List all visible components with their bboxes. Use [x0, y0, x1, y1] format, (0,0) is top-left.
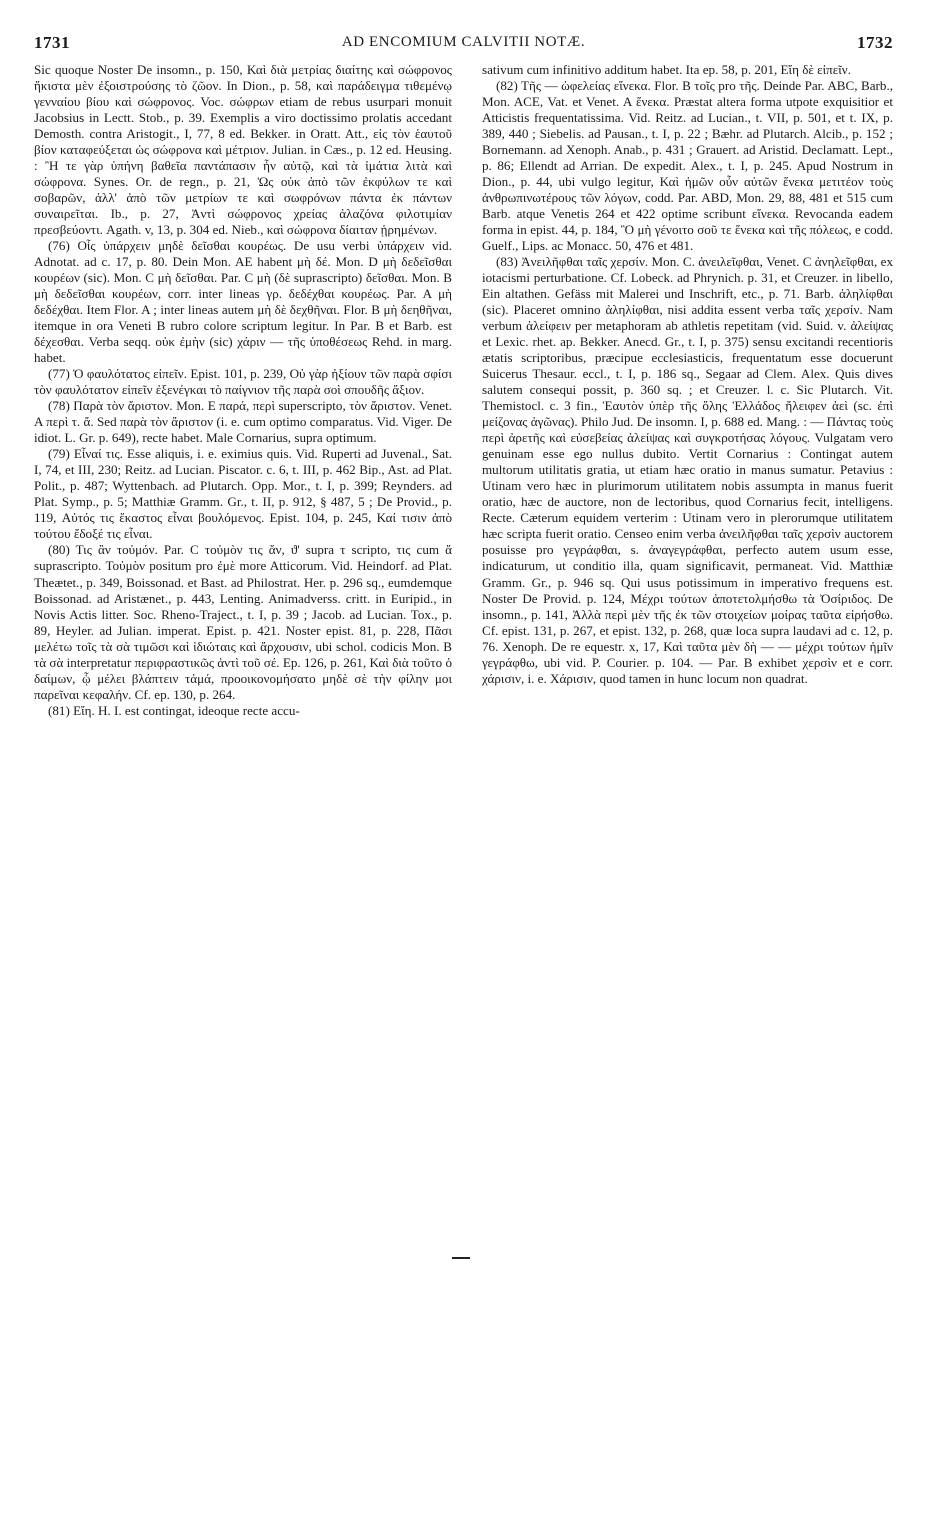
- note-76: (76) Οἷς ὑπάρχειν μηδὲ δεῖσθαι κουρέως. De usu verbi ὑπάρχειν vid. Adnotat. ad c. 17, p. 80. Dein Mon. AE habent μὴ δέ. Mon. D μὴ δεδεῖσθαι κουρέων (sic). Mon. C μὴ δεῖσθαι. Par. C μὴ (δὲ suprascripto) δεῖσθαι. Mon. B μὴ δεδεῖσθαι κουρέων, corr. inter lineas γρ. δεδέχθαι κουρέως. Par. A μὴ δεδέχθαι. Item Flor. A ; inter lineas autem μὴ δὲ δεχθῆναι. Flor. B μὴ δεηθῆναι, itemque in ora Veneti B rubro colore scriptum legitur. In Par. B et Barb. est δέχεσθαι. Verba seqq. οὐκ ἐμὴν (sic) χάριν — τῆς ὑποθέσεως Rehd. in marg. habet.: [34, 238, 452, 366]
- note-81: (81) Εἴη. H. I. est contingat, ideoque recte accu-: [48, 702, 300, 718]
- note-83: (83) Ἀνειλῆφθαι ταῖς χερσίν. Mon. C. ἀνειλεῖφθαι, Venet. C ἀνηλεῖφθαι, ex iotacismi perturbatione. Cf. Lobeck. ad Phrynich. p. 31, et Creuzer. in libello, Ein altathen. Gefäss mit Malerei und Inschrift, etc., p. 71. Barb. ἀληλίφθαι (sic). Placeret omnino ἀληλίφθαι, nisi addita essent verba ταῖς χερσίν. Nam verbum ἀλείφειν per metaphoram ab athletis repetitam (vid. Suid. v. ἀλείψας et Lexic. rhet. ap. Bekker. Anecd. Gr., t. I, p. 375) sensu excitandi recentioris ætatis scriptoribus, præcipue ecclesiasticis, frequentatum esse docuerunt Suicerus Thesaur. eccl., t. I, p. 186 sq., Segaar ad Clem. Alex. Quis dives salutem consequi possit, p. 360 sq. ; et Creuzer. l. c. Sic Plutarch. Vit. Themistocl. c. 3 fin., Ἑαυτὸν ὑπὲρ τῆς ὅλης Ἑλλάδος ἤλειφεν ἀεὶ (sc. ἐπὶ μείζονας ἀγῶνας). Philo Jud. De insomn. I, p. 688 ed. Mang. : — Πάντας τοὺς περὶ ἀρετῆς καὶ εὐσεβείας ἀλείψας καὶ συγκροτήσας λόγους. Vulgatam vero genuinam esse ego nullus dubito. Vertit Cornarius : Contingat autem multorum utilitatis gratia, ut etiam hæc oratio in manus sumatur. Petavius : Utinam vero hæc in plurimorum utilitatem nobis assumpta in manus fuerit oratio, hæc de auctore, non de lectoribus, quod Cornarius fecit, intelligens. Recte. Cæterum equidem verterim : Utinam vero in plerorumque utilitatem hæc scripta fuerit oratio. Censeo enim verba ἀνειλῆφθαι ταῖς χερσὶν auctorem posuisse pro γεγράφθαι, s. ἀναγεγράφθαι, perfecto autem usum esse, indicaturum, ut conditio illa, quam significavit, permaneat. Vid. Matthiæ Gramm. Gr., p. 946 sq. Qui usus potissimum in imperativo frequens est. Noster De Provid. p. 124, Μέχρι τούτων ἀποτετολμήσθω τὰ Ὀσίριδος. De insomn., p. 141, Ἀλλὰ περὶ μὲν τῆς ἐκ τῶν στοιχείων μοίρας ταῦτα εἰρήσθω. Cf. epist. 131, p. 267, et epist. 132, p. 268, quæ loca supra laudavi ad c. 12, p. 76. Xenoph. De re equestr. x, 17, Καὶ ταῦτα μὲν δὴ — — μέχρι τούτων ἡμῖν γεγράφθω, ubi vid. P. Courier. p. 104. — Par. B exhibet χερσὶν et e corr. χάρισιν, i. e. Χάρισιν, quod tamen in hunc locum non quadrat.: [482, 254, 893, 686]
- note-81-continued: sativum cum infinitivo additum habet. Ita ep. 58, p. 201, Εἴη δὲ εἰπεῖν.: [482, 62, 851, 77]
- running-title: AD ENCOMIUM CALVITII NOTÆ.: [341, 34, 586, 50]
- right-column: [482, 62, 893, 687]
- page-header: [34, 33, 893, 57]
- left-column: [34, 62, 452, 719]
- note-77: (77) Ὁ φαυλότατος εἰπεῖν. Epist. 101, p. 239, Οὐ γὰρ ἠξίουν τῶν παρὰ σφίσι τὸν φαυλότατον εἰπεῖν ἐξενέγκαι τὸ παίγνιον τῆς παρὰ σοὶ σπουδῆς ἄξιον.: [34, 366, 452, 398]
- right-page-number: 1732: [857, 33, 893, 52]
- note-82: (82) Τῆς — ὠφελείας εἵνεκα. Flor. B τοῖς pro τῆς. Deinde Par. ABC, Barb., Mon. ACE, Vat. et Venet. A ἕνεκα. Præstat altera forma utpote exquisitior et Atticistis frequentatissima. Vid. Reitz. ad Lucian., t. VII, p. 501, et t. IX, p. 389, 440 ; Siebelis. ad Pausan., t. I, p. 22 ; Bæhr. ad Plutarch. Alcib., p. 152 ; Bornemann. ad Xenoph. Anab., p. 431 ; Grauert. ad Aristid. Declamatt. Lept., p. 86; Ellendt ad Arrian. De expedit. Alex., t. I, p. 245. Apud Nostrum in Dion., p. 44, ubi vulgo legitur, Καὶ ἡμῶν οὖν αὐτῶν ἕνεκα μετιτέον τοὺς ἀνθρωπινωτέρους τῶν λόγων, codd. Par. ABD, Mon. 29, 88, 481 et 515 cum Barb. atque Venetis 264 et 422 optime scribunt εἵνεκα. Revocanda eadem forma in epist. 44, p. 184, Ὃ μὴ γένοιτο σοῦ τε ἕνεκα καὶ τῆς πόλεως, e codd. Guelf., Lips. ac Monacc. 50, 476 et 481.: [482, 78, 893, 254]
- end-rule: [452, 1257, 470, 1259]
- note-80: (80) Τις ἂν τοὐμόν. Par. C τοὐμὸν τις ἄν, ϑ' supra τ scripto, τις cum ἄ suprascripto. Τοὐμὸν positum pro ἐμὲ more Atticorum. Vid. Heindorf. ad Plat. Theætet., p. 349, Boissonad. et Bast. ad Philostrat. Her. p. 296 sq., eumdemque Boissonad. ad Aristænet., p. 443, Lenting. Animadverss. critt. in Euripid., in Novis Actis litter. Soc. Rheno-Traject., t. I, p. 39 ; Jacob. ad Lucian. Tox., p. 89, Heyler. ad Julian. imperat. Epist. p. 421. Noster epist. 81, p. 228, Πᾶσι μελέτω τοῖς τὰ σὰ τιμῶσι καὶ ἰδιώταις καὶ ἄρχουσιν, ubi schol. codicis Mon. B τὰ σὰ interpretatur περιφραστικῶς ἀντὶ τοῦ σέ. Ep. 126, p. 261, Καὶ διὰ τοῦτο ὁ δαίμων, ᾧ μέλει βλάπτειν τἀμά, προοικονομήσατο μηδὲ σὲ τὴν φίλην μοι παρεῖναι κεφαλήν. Cf. ep. 130, p. 264.: [34, 542, 452, 702]
- note-79: (79) Εἶναί τις. Esse aliquis, i. e. eximius quis. Vid. Ruperti ad Juvenal., Sat. I, 74, et III, 230; Reitz. ad Lucian. Piscator. c. 6, t. III, p. 462 Bip., Ast. ad Plat. Polit., p. 487; Wyttenbach. ad Plutarch. Opp. Mor., t. I, p. 399; Reynders. ad Plat. Symp., p. 5; Matthiæ Gramm. Gr., t. II, p. 912, § 487, 5 ; De Provid., p. 119, Αὐτός τις ἕκαστος εἶναι βουλόμενος. Epist. 104, p. 245, Καί τισιν ἀπὸ τούτου ἔδοξέ τις εἶναι.: [34, 446, 452, 542]
- note-78: (78) Παρὰ τὸν ἄριστον. Mon. E παρά, περὶ superscripto, τὸν ἄριστον. Venet. A περὶ τ. ἄ. Sed παρὰ τὸν ἄριστον (i. e. cum optimo comparatus. Vid. Viger. De idiot. L. Gr. p. 649), recte habet. Male Cornarius, supra optimum.: [34, 398, 452, 446]
- left-page-number: 1731: [34, 33, 70, 52]
- note-paragraph: Sic quoque Noster De insomn., p. 150, Καὶ διὰ μετρίας διαίτης καὶ σώφρονος ἥκιστα μὲν ἐξοιστρούσης τὸ ζῶον. In Dion., p. 58, καὶ παράδειγμα τιθεμένῳ γενναίου βίου καὶ σώφρονος. Voc. σώφρων etiam de rebus usurpari monuit Jacobsius in Lectt. Stob., p. 39. Exemplis a viro doctissimo prolatis accedant Demosth. contra Aristogit., I, 77, 8 ed. Bekker. in Oratt. Att., εἰς τὸν ἑαυτοῦ βίον καταφεύξεται ὡς σώφρονα καὶ μέτριον. Julian. in Cæs., p. 12 ed. Heusing. : Ἢ τε γὰρ ὑπήνη βαθεῖα παντάπασιν ἦν αὐτῷ, καὶ τὰ ἱμάτια λιτὰ καὶ σώφρονα. Synes. Or. de regn., p. 21, Ὡς οὐκ ἀπὸ τῶν ἐκφύλων τε καὶ σοβαρῶν, ἀλλ' ἀπὸ τῶν μετρίων τε καὶ σωφρόνων πάντα ἐκ πάντων συναιρεῖται. Ib., p. 27, Ἀντὶ σώφρονος χρείας ἀλαζόνα φιλοτιμίαν πρεσβεύοντι. Agath. v, 13, p. 304 ed. Nieb., καὶ σώφρονα δίαιταν ᾑρημένων.: [34, 62, 452, 238]
